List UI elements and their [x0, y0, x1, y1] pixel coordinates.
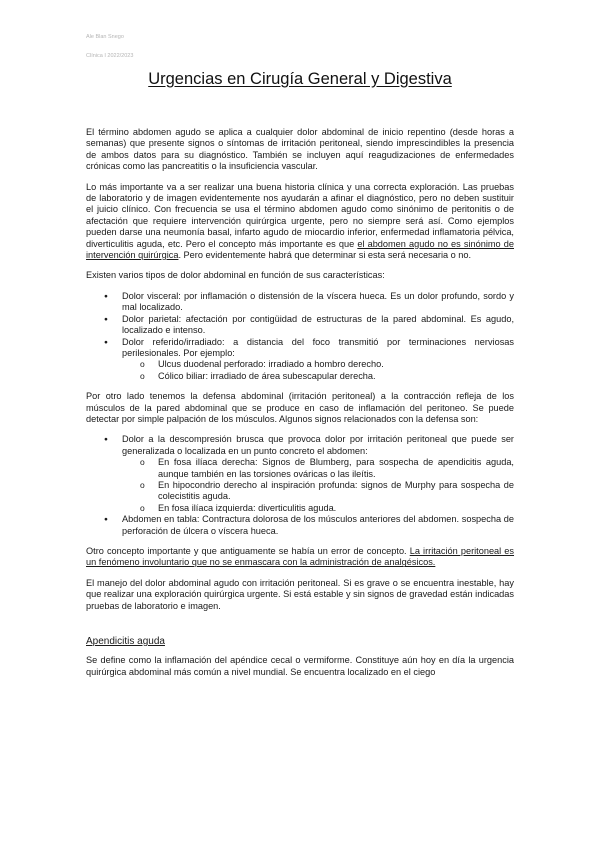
list-item	[86, 337, 514, 383]
sub-list-item: o En hipocondrio derecho al inspiración profunda: signos de Murphy para sospecha de colecistitis aguda.	[122, 480, 514, 503]
sub-list-item: o En fosa ilíaca derecha: Signos de Blumberg, para sospecha de apendicitis aguda, aunque también en las torsiones ováricas o las ileítis.	[122, 457, 514, 480]
list-item: ● Dolor visceral: por inflamación o distensión de la víscera hueca. Es un dolor profundo, sordo y mal localizado.	[86, 291, 514, 314]
pain-types-list	[86, 291, 514, 382]
sub-list-item: o Cólico biliar: irradiado de área subescapular derecha.	[122, 371, 514, 382]
paragraph-tipos-dolor: Existen varios tipos de dolor abdominal en función de sus características:	[86, 270, 385, 281]
underlined-key-concept: el abdomen agudo no es sinónimo de intervención quirúrgica	[86, 238, 514, 261]
list-item-text: Dolor a la descompresión brusca que provoca dolor por irritación peritoneal que puede ser generalizada o localizada en un punto concreto el abdomen:	[122, 434, 514, 456]
underlined-key-concept: La irritación peritoneal es un fenómeno involuntario que no se enmascara con la administración de analgésicos.	[86, 546, 515, 568]
document-title: Urgencias en Cirugía General y Digestiva	[148, 70, 452, 88]
sub-list-item: o Ulcus duodenal perforado: irradiado a hombro derecho.	[122, 359, 514, 370]
list-item	[86, 434, 514, 514]
paragraph-manejo: El manejo del dolor abdominal agudo con irritación peritoneal. Si es grave o se encuentra inestable, hay que realizar una exploración quirúrgica urgente. Si está estable y sin signos de gravedad están indicadas pruebas de laboratorio e imagen.	[86, 577, 514, 611]
list-item: ● Abdomen en tabla: Contractura dolorosa de los músculos anteriores del abdomen. sospecha de perforación de úlcera o víscera hueca.	[86, 514, 514, 537]
sign-examples-list	[122, 457, 514, 514]
paragraph-abdomen-agudo: El término abdomen agudo se aplica a cualquier dolor abdominal de inicio repentino (desde horas a semanas) que presente signos o síntomas de irritación peritoneal, siendo imprescindibles la presencia de ambos datos para su diagnóstico. También se incluyen aquí reagudizaciones de enfermedades crónicas como las pancreatitis o la insuficiencia vascular.	[86, 127, 514, 172]
paragraph-text: Otro concepto importante y que antiguamente se había un error de concepto.	[86, 546, 410, 556]
section-title-apendicitis: Apendicitis aguda	[86, 636, 165, 648]
referred-examples-list	[122, 359, 514, 382]
list-item-text: Dolor referido/irradiado: a distancia del foco transmitió por terminaciones nerviosas perilesionales. Por ejemplo:	[122, 336, 514, 358]
author-header: Ale Blan Snego	[86, 34, 124, 40]
signs-list	[86, 434, 514, 537]
paragraph-historia-clinica	[86, 182, 514, 262]
list-item: ● Dolor parietal: afectación por contigüidad de estructuras de la pared abdominal. Es agudo, localizado e intenso.	[86, 314, 514, 337]
course-header: Clínica I 2022/2023	[86, 53, 134, 59]
document-body	[86, 127, 514, 687]
paragraph-text: . Pero evidentemente habrá que determinar si esta será necesaria o no.	[178, 250, 472, 261]
paragraph-apendicitis: Se define como la inflamación del apéndice cecal o vermiforme. Constituye aún hoy en día la urgencia quirúrgica abdominal más común a nivel mundial. Se encuentra localizado en el ciego	[86, 655, 514, 677]
paragraph-defensa-abdominal: Por otro lado tenemos la defensa abdominal (irritación peritoneal) a la contracción refleja de los músculos de la pared abdominal que se produce en caso de inflamación del peritoneo. Se puede detectar por simple palpación de los músculos. Algunos signos relacionados con la defensa son:	[86, 391, 514, 424]
sub-list-item: o En fosa ilíaca izquierda: diverticulitis aguda.	[122, 503, 514, 514]
paragraph-irritacion-peritoneal	[86, 546, 514, 569]
paragraph-text: Lo más importante va a ser realizar una buena historia clínica y una correcta exploración. Las pruebas de laboratorio y de imagen evidentemente nos ayudarán a afinar el diagnóstico, pero no deben sustituir el juicio clínico. Con frecuencia se usa el término abdomen agudo como sinónimo de peritonitis o de afectación que requiere intervención quirúrgica urgente, pero no siempre será así. Como ejemplos pueden darse una neumonía basal, infarto agudo de miocardio inferior, enfermedad inflamatoria pélvica, diverticulitis aguda, etc. Pero el concepto más importante es que	[86, 181, 514, 249]
